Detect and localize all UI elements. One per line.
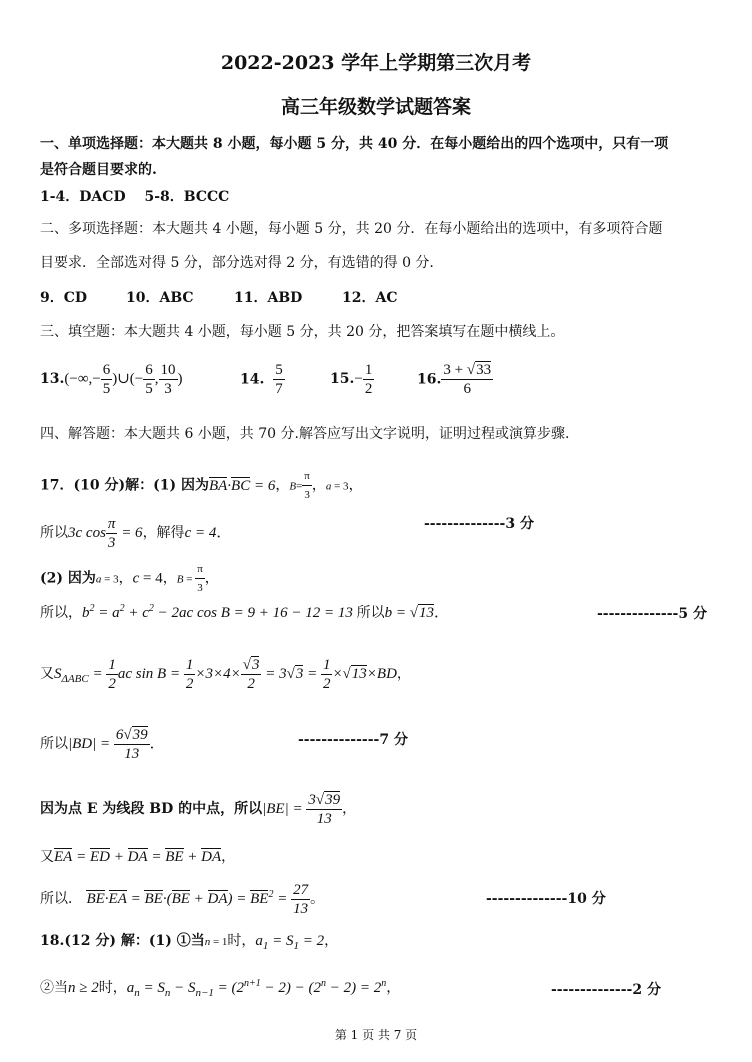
page-subtitle: 高三年级数学试题答案 <box>280 96 471 118</box>
q16-formula: $\frac{3 + √33}{6}$ <box>443 362 492 397</box>
q18-formula-2: n ≥ 2 <box>68 980 99 996</box>
page-footer: 第 1 页 共 7 页 <box>334 1028 418 1042</box>
q17-formula-1: BA·BC = 6 <box>208 477 276 494</box>
q17-formula-7: |BD| = $\frac{6√39}{13}$ <box>68 727 148 762</box>
answer-12: 12．AC <box>342 290 398 306</box>
q17-line5: 又$S_{\Delta ABC}$ = $\frac{1}{2}$ ac sin B = $\frac{1}{2}$ ×3×4× $\frac{√3}{2}$ = 3√3 = $\frac{1}{2}$ ×√13×BD， <box>40 657 411 692</box>
q17-formula-5: b = √13 <box>384 605 434 621</box>
q17-again2: 又 <box>40 849 54 865</box>
q15-formula: − $\frac{1}{2}$ <box>354 362 373 397</box>
q13-formula: (−∞,− $\frac{6}{5}$ )∪(− $\frac{6}{5}$ , $\frac{10}{3}$ ) <box>64 362 183 397</box>
sec4-line1: 四、解答题：本大题共 6 小题，共 70 分.解答应写出文字说明，证明过程或演算步骤. <box>40 426 570 442</box>
q18-head: 18.(12 分) 解：(1) ①当n = 1时，$a_1 = S_1 = 2$， <box>40 933 339 952</box>
q18-formula-3: $a_n = S_n - S_{n-1} = (2^{n+1} - 2) - (2^n - 2) = 2^n$ <box>126 978 387 999</box>
q17-so2: 所以， <box>40 605 82 621</box>
q17-line7: 因为点 E 为线段 BD 的中点，所以|BE| = $\frac{3√39}{13}$ ， <box>40 792 357 827</box>
score-3: --------------3 分 <box>424 516 534 532</box>
q18-head-text: 18.(12 分) 解：(1) ①当 <box>40 933 205 949</box>
q17-formula-6: $S_{\Delta ABC}$ = $\frac{1}{2}$ ac sin B = $\frac{1}{2}$ ×3×4× $\frac{√3}{2}$ = 3√3 = $\frac{1}{2}$ ×√13×BD <box>54 657 397 692</box>
answer-11: 11．ABD <box>234 290 303 306</box>
q17-formula-2: 3c cos $\frac{\pi}{3}$ = 6 <box>68 516 143 551</box>
q18-when2: 时， <box>98 980 127 996</box>
sec1-line1: 一、单项选择题：本大题共 8 小题，每小题 5 分，共 40 分．在每小题给出的四个选项中，只有一项 <box>40 136 669 152</box>
answer-15 <box>330 361 374 398</box>
sec1-line2: 是符合题目要求的. <box>40 162 157 178</box>
q17-line4: 所以，$b^2 = a^2 + c^2 - 2ac$ cos B = 9 + 16 − 12 = 13 所以b = √13． <box>40 603 450 621</box>
q17-line9: 所以． $BE\cdot EA = BE\cdot(BE + DA) = BE^2$ = $\frac{27}{13}$ 。 <box>40 882 325 917</box>
q17-so1: 所以 <box>40 524 68 541</box>
q17-formula-9: EA = ED + DA = BE + DA <box>54 849 222 865</box>
sec2-line2: 目要求．全部选对得 5 分，部分选对得 2 分，有选错的得 0 分. <box>40 255 434 271</box>
q17-formula-8: |BE| = $\frac{3√39}{13}$ <box>262 792 341 827</box>
answer-16 <box>417 361 493 398</box>
q17-so2b: 所以 <box>356 605 385 621</box>
q17-again: 又 <box>40 665 54 682</box>
q13-number: 13. <box>40 370 65 387</box>
q17-line6: 所以|BD| = $\frac{6√39}{13}$ ． <box>40 727 165 762</box>
q17-line2: 所以3c cos $\frac{\pi}{3}$ = 6，解得c = 4． <box>40 516 232 551</box>
q14-formula: $\frac{5}{7}$ <box>275 362 283 397</box>
answer-10: 10．ABC <box>126 290 194 306</box>
score-7: --------------7 分 <box>298 732 408 748</box>
q18-formula-1: $a_1 = S_1 = 2$ <box>255 933 325 952</box>
q17-formula-3: c = 4 <box>184 524 217 541</box>
page-title: 2022-2023 学年上学期第三次月考 <box>220 52 532 74</box>
q14-number: 14. <box>240 371 265 388</box>
q17-so3: 所以 <box>40 735 68 752</box>
q16-number: 16. <box>417 371 442 388</box>
q17-head-text: 17．(10 分)解：(1) 因为 <box>40 477 209 494</box>
q18-line2: ②当n ≥ 2时，$a_n = S_n - S_{n-1} = (2^{n+1} - 2) - (2^n - 2) = 2^n$， <box>40 978 401 999</box>
sec2-line1: 二、多项选择题：本大题共 4 小题，每小题 5 分，共 20 分．在每小题给出的选项中，有多项符合题 <box>40 221 663 237</box>
score-5: --------------5 分 <box>597 606 707 622</box>
answer-9: 9．CD <box>40 290 88 306</box>
q17-line8: 又EA = ED + DA = BE + DA， <box>40 849 236 865</box>
q17-mid: 因为点 E 为线段 BD 的中点，所以 <box>40 800 263 817</box>
answer-14 <box>240 361 285 398</box>
q17-formula-10: $BE\cdot EA = BE\cdot(BE + DA) = BE^2$ = $\frac{27}{13}$ <box>86 882 309 917</box>
q17-solve: ，解得 <box>142 524 185 541</box>
q17-so4: 所以． <box>40 890 82 907</box>
sec1-answers: 1-4．DACD 5-8．BCCC <box>40 189 230 205</box>
q18-c2: ②当 <box>40 980 68 996</box>
sec3-line1: 三、填空题：本大题共 4 小题，每小题 5 分，共 20 分，把答案填写在题中横线上。 <box>40 324 565 340</box>
q17-head: 17．(10 分)解：(1) 因为BA·BC = 6，B= $\frac{\pi}{3}$ ，a = 3， <box>40 467 363 504</box>
q18-when: 时， <box>227 933 256 949</box>
answer-13 <box>40 361 183 398</box>
score-10: --------------10 分 <box>486 891 606 907</box>
score-2: --------------2 分 <box>551 982 661 998</box>
q17-formula-4: $b^2 = a^2 + c^2 - 2ac$ cos B = 9 + 16 − 12 = 13 <box>82 603 357 621</box>
q17-p2: (2) 因为 <box>40 570 96 587</box>
q17-part2: (2) 因为a = 3，c = 4，B = $\frac{\pi}{3}$ ， <box>40 560 219 597</box>
q15-number: 15. <box>330 370 355 387</box>
